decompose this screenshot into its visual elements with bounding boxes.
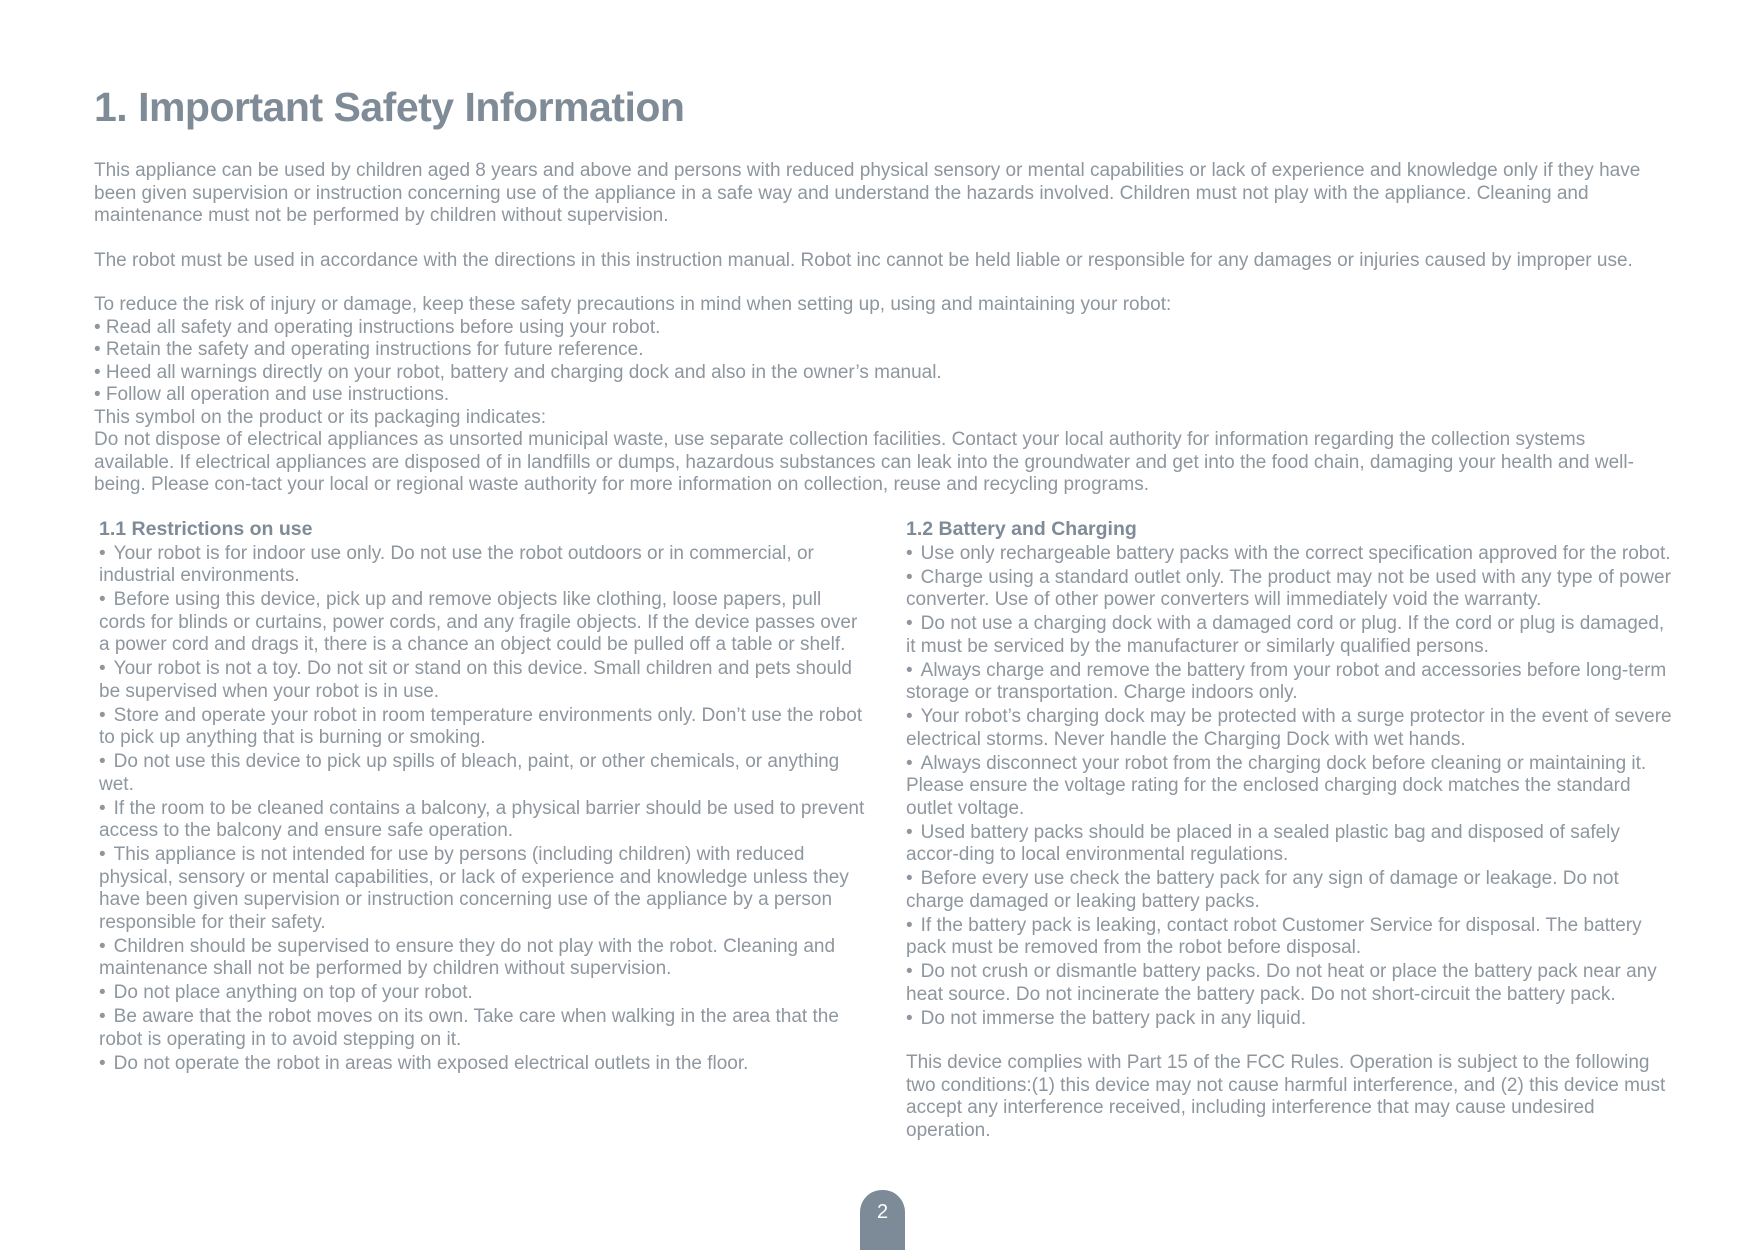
paragraph-spacer bbox=[94, 228, 1666, 250]
list-item: • Do not place anything on top of your robot. bbox=[99, 982, 869, 1005]
list-item: • This appliance is not intended for use by persons (including children) with reduced physical, sensory or mental capabilities, or lack of experience and knowledge unless they have been given supervision or instruction concerning use of the appliance by a person responsible for their safety. bbox=[99, 844, 869, 934]
restrictions-heading: 1.1 Restrictions on use bbox=[99, 518, 313, 540]
list-item: • Do not crush or dismantle battery packs. Do not heat or place the battery pack near any heat source. Do not incinerate the battery pack. Do not short-circuit the battery pack. bbox=[906, 961, 1676, 1006]
page-title: 1. Important Safety Information bbox=[94, 84, 685, 130]
intro-bullet: • Heed all warnings directly on your robot, battery and charging dock and also in the owner’s manual. bbox=[94, 361, 942, 383]
list-item: • Use only rechargeable battery packs with the correct specification approved for the robot. bbox=[906, 543, 1676, 566]
intro-symbol-line: This symbol on the product or its packaging indicates: bbox=[94, 406, 547, 428]
intro-paragraph-liability: The robot must be used in accordance with the directions in this instruction manual. Robot inc cannot be held liable or responsible for any damages or injuries caused by improper use. bbox=[94, 249, 1633, 271]
intro-bullet: • Retain the safety and operating instructions for future reference. bbox=[94, 339, 644, 360]
page-number-tab: 2 bbox=[860, 1190, 905, 1250]
list-item: • Do not operate the robot in areas with exposed electrical outlets in the floor. bbox=[99, 1053, 869, 1076]
battery-section bbox=[906, 518, 1676, 1161]
intro-bullet: • Read all safety and operating instructions before using your robot. bbox=[94, 316, 661, 338]
intro-section bbox=[94, 160, 1666, 497]
intro-disposal-paragraph: Do not dispose of electrical appliances as unsorted municipal waste, use separate collection facilities. Contact your local authority for information regarding the collection systems available. If electrical appliances are disposed of in landfills or dumps, hazardous substances can leak into the groundwater and get into the food chain, damaging your health and well-being. Please con-tact your local or regional waste authority for more information on collection, reuse and recycling programs. bbox=[94, 429, 1634, 495]
intro-paragraph-supervision: This appliance can be used by children aged 8 years and above and persons with reduced physical sensory or mental capabilities or lack of experience and knowledge only if they have been given supervision or instruction concerning use of the appliance in a safe way and understand the hazards involved. Children must not play with the appliance. Cleaning and maintenance must not be performed by children without supervision. bbox=[94, 160, 1641, 226]
battery-list bbox=[906, 543, 1676, 1031]
list-item: • Before every use check the battery pack for any sign of damage or leakage. Do not charge damaged or leaking battery packs. bbox=[906, 868, 1676, 913]
list-item: • If the room to be cleaned contains a balcony, a physical barrier should be used to prevent access to the balcony and ensure safe operation. bbox=[99, 798, 869, 843]
list-item: • Before using this device, pick up and remove objects like clothing, loose papers, pull cords for blinds or curtains, power cords, and any fragile objects. If the device passes over a power cord and drags it, there is a chance an object could be pulled off a table or shelf. bbox=[99, 589, 869, 657]
list-item: • Be aware that the robot moves on its own. Take care when walking in the area that the robot is operating in to avoid stepping on it. bbox=[99, 1006, 869, 1051]
restrictions-list bbox=[99, 543, 869, 1076]
list-item: • Charge using a standard outlet only. The product may not be used with any type of power converter. Use of other power converters will immediately void the warranty. bbox=[906, 567, 1676, 612]
fcc-compliance-paragraph: This device complies with Part 15 of the FCC Rules. Operation is subject to the following two conditions:(1) this device may not cause harmful interference, and (2) this device must accept any interference received, including interference that may cause undesired operation. bbox=[906, 1052, 1666, 1141]
list-item: • Your robot’s charging dock may be protected with a surge protector in the event of severe electrical storms. Never handle the Charging Dock with wet hands. bbox=[906, 706, 1676, 751]
list-item: • Do not use a charging dock with a damaged cord or plug. If the cord or plug is damaged, it must be serviced by the manufacturer or similarly qualified persons. bbox=[906, 613, 1676, 658]
list-item: • Your robot is not a toy. Do not sit or stand on this device. Small children and pets should be supervised when your robot is in use. bbox=[99, 658, 869, 703]
list-item: • Children should be supervised to ensure they do not play with the robot. Cleaning and maintenance shall not be performed by children without supervision. bbox=[99, 936, 869, 981]
battery-heading: 1.2 Battery and Charging bbox=[906, 518, 1137, 540]
intro-paragraph-precautions: To reduce the risk of injury or damage, keep these safety precautions in mind when setting up, using and maintaining your robot: bbox=[94, 294, 1172, 315]
list-item: • Store and operate your robot in room temperature environments only. Don’t use the robot to pick up anything that is burning or smoking. bbox=[99, 705, 869, 750]
intro-bullet: • Follow all operation and use instructions. bbox=[94, 384, 450, 405]
restrictions-section bbox=[99, 518, 869, 1077]
paragraph-spacer bbox=[94, 272, 1666, 294]
list-item: • Always disconnect your robot from the charging dock before cleaning or maintaining it. Please ensure the voltage rating for the enclosed charging dock matches the standard outlet voltage. bbox=[906, 753, 1676, 821]
list-item: • Your robot is for indoor use only. Do not use the robot outdoors or in commercial, or industrial environments. bbox=[99, 543, 869, 588]
list-item: • Do not use this device to pick up spills of bleach, paint, or other chemicals, or anything wet. bbox=[99, 751, 869, 796]
list-item: • Always charge and remove the battery from your robot and accessories before long-term storage or transportation. Charge indoors only. bbox=[906, 660, 1676, 705]
list-item: • Do not immerse the battery pack in any liquid. bbox=[906, 1008, 1676, 1031]
list-item: • Used battery packs should be placed in a sealed plastic bag and disposed of safely accor-ding to local environmental regulations. bbox=[906, 822, 1676, 867]
list-item: • If the battery pack is leaking, contact robot Customer Service for disposal. The battery pack must be removed from the robot before disposal. bbox=[906, 915, 1676, 960]
